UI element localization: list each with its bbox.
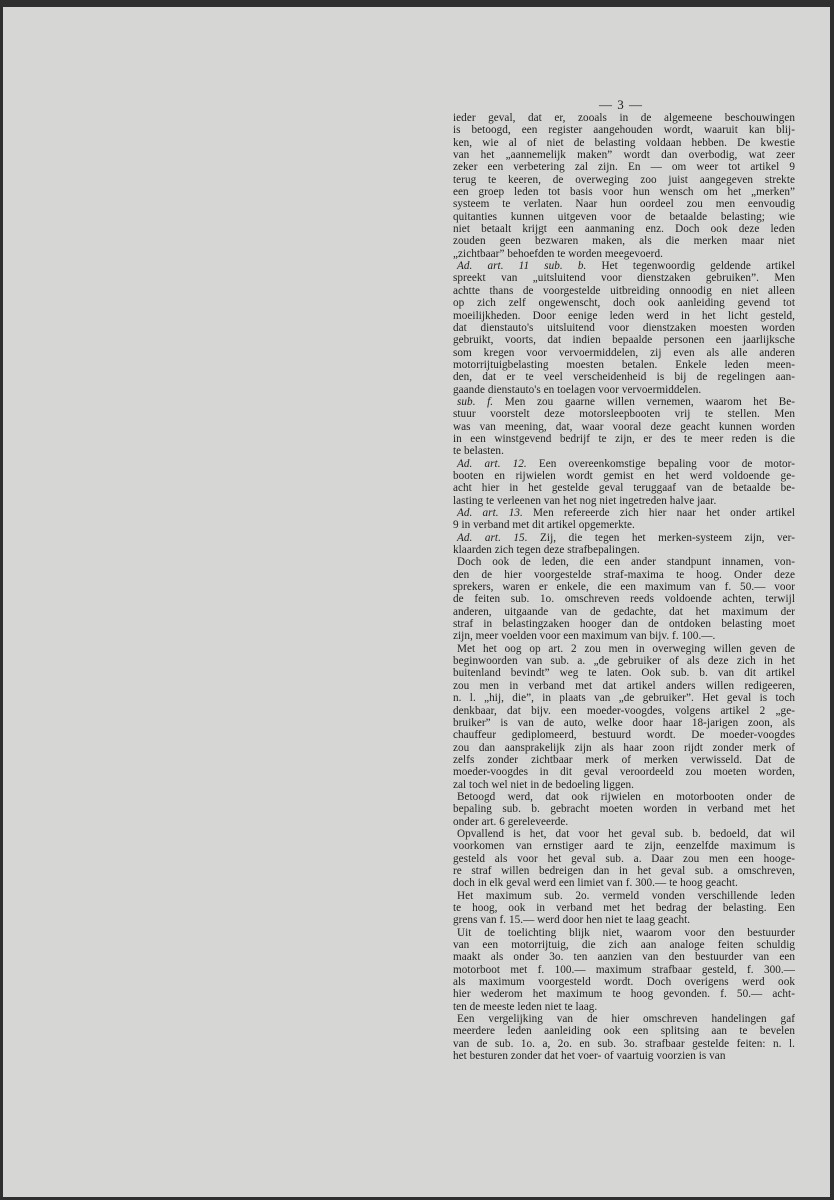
text-line: zeker een verbetering zal zijn. En — om weer tot artikel 9 xyxy=(453,161,795,174)
text-line: re straf willen bedreigen dan in het geval sub. a omschreven, xyxy=(453,864,795,877)
text-line: Betoogd werd, dat ook rijwielen en motorbooten onder de xyxy=(457,790,795,803)
text-line: zelfs zonder zichtbaar merk of merken verwisseld. Dat de xyxy=(453,753,795,766)
text-line: den de hier voorgestelde straf-maxima te hoog. Onder deze xyxy=(453,568,795,581)
text-line: Ad. art. 12. Een overeenkomstige bepaling voor de motor- xyxy=(457,457,795,470)
text-line: zouden geen bezwaren maken, als die merken maar niet xyxy=(453,235,795,248)
text-line: acht hier in het gestelde geval teruggaaf van de betaalde be- xyxy=(453,482,795,495)
text-line: als maximum voorgesteld wordt. Doch overigens werd ook xyxy=(453,976,795,989)
text-line: Een vergelijking van de hier omschreven handelingen gaf xyxy=(457,1013,795,1026)
document-page xyxy=(3,7,830,1197)
text-line: terug te keeren, de overweging zoo juist aangegeven strekte xyxy=(453,173,795,186)
text-line: chauffeur gediplomeerd, bestuurd wordt. De moeder-voogdes xyxy=(453,729,795,742)
text-line: te hoog, ook in verband met het bedrag der belasting. Een xyxy=(453,902,795,914)
text-line: grens van f. 15.— werd door hen niet te laag geacht. xyxy=(453,914,691,927)
text-line: gaande dienstauto's en toelagen voor vervoermiddelen. xyxy=(453,383,702,396)
text-line: gesteld als voor het geval sub. a. Daar zou men een hooge- xyxy=(453,852,795,865)
text-line: quitanties kunnen uitgeven voor de betaalde belasting; wie xyxy=(453,210,795,223)
text-line: spreekt van „uitsluitend voor dienstzaken gebruiken”. Men xyxy=(453,272,795,285)
text-line: moeilijkheden. Door eenige leden werd in het licht gesteld, xyxy=(453,309,795,322)
text-line: hier wederom het maximum te hoog gevonden. f. 50.— acht- xyxy=(453,988,795,1001)
text-line: straf in belastingzaken hooger dan de ontdoken belasting moet xyxy=(453,618,795,631)
text-line: beginwoorden van sub. a. „de gebruiker of als deze zich in het xyxy=(453,655,795,668)
text-line: van de sub. 1o. a, 2o. en sub. 3o. strafbaar gestelde feiten: n. l. xyxy=(453,1037,795,1050)
text-line: moeder-voogdes in dit geval veroordeeld zou moeten worden, xyxy=(453,766,795,779)
text-line: Met het oog op art. 2 zou men in overweging willen geven de xyxy=(457,642,795,655)
text-line: ieder geval, dat er, zooals in de algemeene beschouwingen xyxy=(453,112,795,124)
text-line: Ad. art. 11 sub. b. Het tegenwoordig geldende artikel xyxy=(457,260,795,273)
text-line: Opvallend is het, dat voor het geval sub. b. bedoeld, dat wil xyxy=(457,827,795,840)
text-line: stuur voorstelt deze motorsleepbooten vrij te stellen. Men xyxy=(453,408,795,421)
text-line: denkbaar, dat bijv. een moeder-voogdes, volgens artikel 2 „ge- xyxy=(453,704,795,717)
text-line: een groep leden tot basis voor hun wensch om het „merken” xyxy=(453,186,795,199)
text-line: bruiker” is van de auto, welke door haar 18-jarigen zoon, als xyxy=(453,716,795,729)
text-line: dat dienstauto's uitsluitend voor dienstzaken moesten worden xyxy=(453,321,795,334)
text-line: Ad. art. 13. Men refereerde zich hier naar het onder artikel xyxy=(457,507,795,519)
text-line: ten de meeste leden niet te laag. xyxy=(453,1000,598,1013)
text-line: te belasten. xyxy=(453,445,504,458)
text-line: zou dan aansprakelijk zijn als haar zoon rijdt zonder merk of xyxy=(453,741,795,754)
text-line: het besturen zonder dat het voer- of vaartuig voorzien is van xyxy=(453,1050,726,1063)
text-line: klaarden zich tegen deze strafbepalingen. xyxy=(453,544,640,557)
text-line: sprekers, waren er enkele, die een maximum van f. 50.— voor xyxy=(453,581,795,594)
text-line: is betoogd, een register aangehouden wordt, waaruit kan blij- xyxy=(453,124,795,137)
text-line: „zichtbaar” behoefden te worden meegevoerd. xyxy=(453,247,663,260)
page-number: — 3 — xyxy=(599,97,643,112)
text-line: op zich zelf ongewenscht, doch ook aanleiding gevend tot xyxy=(453,297,795,310)
text-line: Ad. art. 15. Zij, die tegen het merken-systeem zijn, ver- xyxy=(457,531,795,544)
text-line: Het maximum sub. 2o. vermeld vonden verschillende leden xyxy=(457,889,795,902)
text-line: zal toch wel niet in de bedoeling liggen. xyxy=(453,778,634,791)
text-line: de feiten sub. 1o. omschreven reeds voldoende achten, terwijl xyxy=(453,593,795,606)
text-line: Uit de toelichting blijk niet, waarom voor den bestuurder xyxy=(457,926,795,939)
text-line: zijn, meer voelden voor een maximum van bijv. f. 100.—. xyxy=(453,630,716,643)
text-line: maakt als onder 3o. ten aanzien van den bestuurder van een xyxy=(453,951,795,964)
text-line: systeem te verlaten. Naar hun oordeel zou men eenvoudig xyxy=(453,198,795,211)
text-line: onder art. 6 gereleveerde. xyxy=(453,815,569,828)
text-line: anderen, uitgaande van de gedachte, dat het maximum der xyxy=(453,605,795,618)
text-line: buitenland bevindt” weg te laten. Ook sub. b. van dit artikel xyxy=(453,667,795,680)
text-line: doch in elk geval werd een limiet van f. 300.— te hoog geacht. xyxy=(453,877,738,890)
text-line: voorkomen van ernstiger aard te zijn, eenzelfde maximum is xyxy=(453,840,795,853)
body-text-column xyxy=(453,112,795,1062)
text-line: bepaling sub. b. gebracht moeten worden in verband met het xyxy=(453,803,795,816)
text-line: motorrijtuigbelasting moesten betalen. Enkele leden meen- xyxy=(453,358,795,371)
text-line: meerdere leden aanleiding ook een splitsing aan te bevelen xyxy=(453,1025,795,1038)
text-line: 9 in verband met dit artikel opgemerkte. xyxy=(453,519,635,532)
text-line: niet betaalt krijgt een aanmaning enz. Doch ook deze leden xyxy=(453,223,795,236)
text-line: ken, wie al of niet de belasting voldaan hebben. De kwestie xyxy=(453,136,795,149)
text-line: n. l. „hij, die”, in plaats van „de gebruiker”. Het geval is toch xyxy=(453,692,795,705)
text-line: booten en rijwielen wordt gemist en het werd voldoende ge- xyxy=(453,469,795,482)
text-line: den, dat er te veel verscheidenheid is bij de regelingen aan- xyxy=(453,371,795,384)
text-line: gebruikt, voorts, dat indien bepaalde personen een jaarlijksche xyxy=(453,334,795,347)
text-line: Doch ook de leden, die een ander standpunt innamen, von- xyxy=(457,556,795,569)
text-line: som kregen voor vervoermiddelen, zij even als alle anderen xyxy=(453,346,795,359)
text-line: zou men in verband met dat artikel anders willen redigeeren, xyxy=(453,679,795,692)
text-line: lasting te verleenen van het nog niet ingetreden halve jaar. xyxy=(453,494,717,507)
text-line: van het „aannemelijk maken” wordt dan overbodig, wat zeer xyxy=(453,149,795,162)
text-line: was van meening, dat, waar vooral deze geacht kunnen worden xyxy=(453,420,795,433)
text-line: van een motorrijtuig, die zich aan analoge feiten schuldig xyxy=(453,939,795,952)
text-line: achtte thans de voorgestelde uitbreiding onnoodig en niet alleen xyxy=(453,284,795,297)
text-line: motorboot met f. 100.— maximum strafbaar gesteld, f. 300.— xyxy=(453,963,795,976)
text-line: in een winstgevend bedrijf te zijn, er des te meer reden is die xyxy=(453,432,795,445)
text-line: sub. f. Men zou gaarne willen vernemen, waarom het Be- xyxy=(457,395,795,408)
